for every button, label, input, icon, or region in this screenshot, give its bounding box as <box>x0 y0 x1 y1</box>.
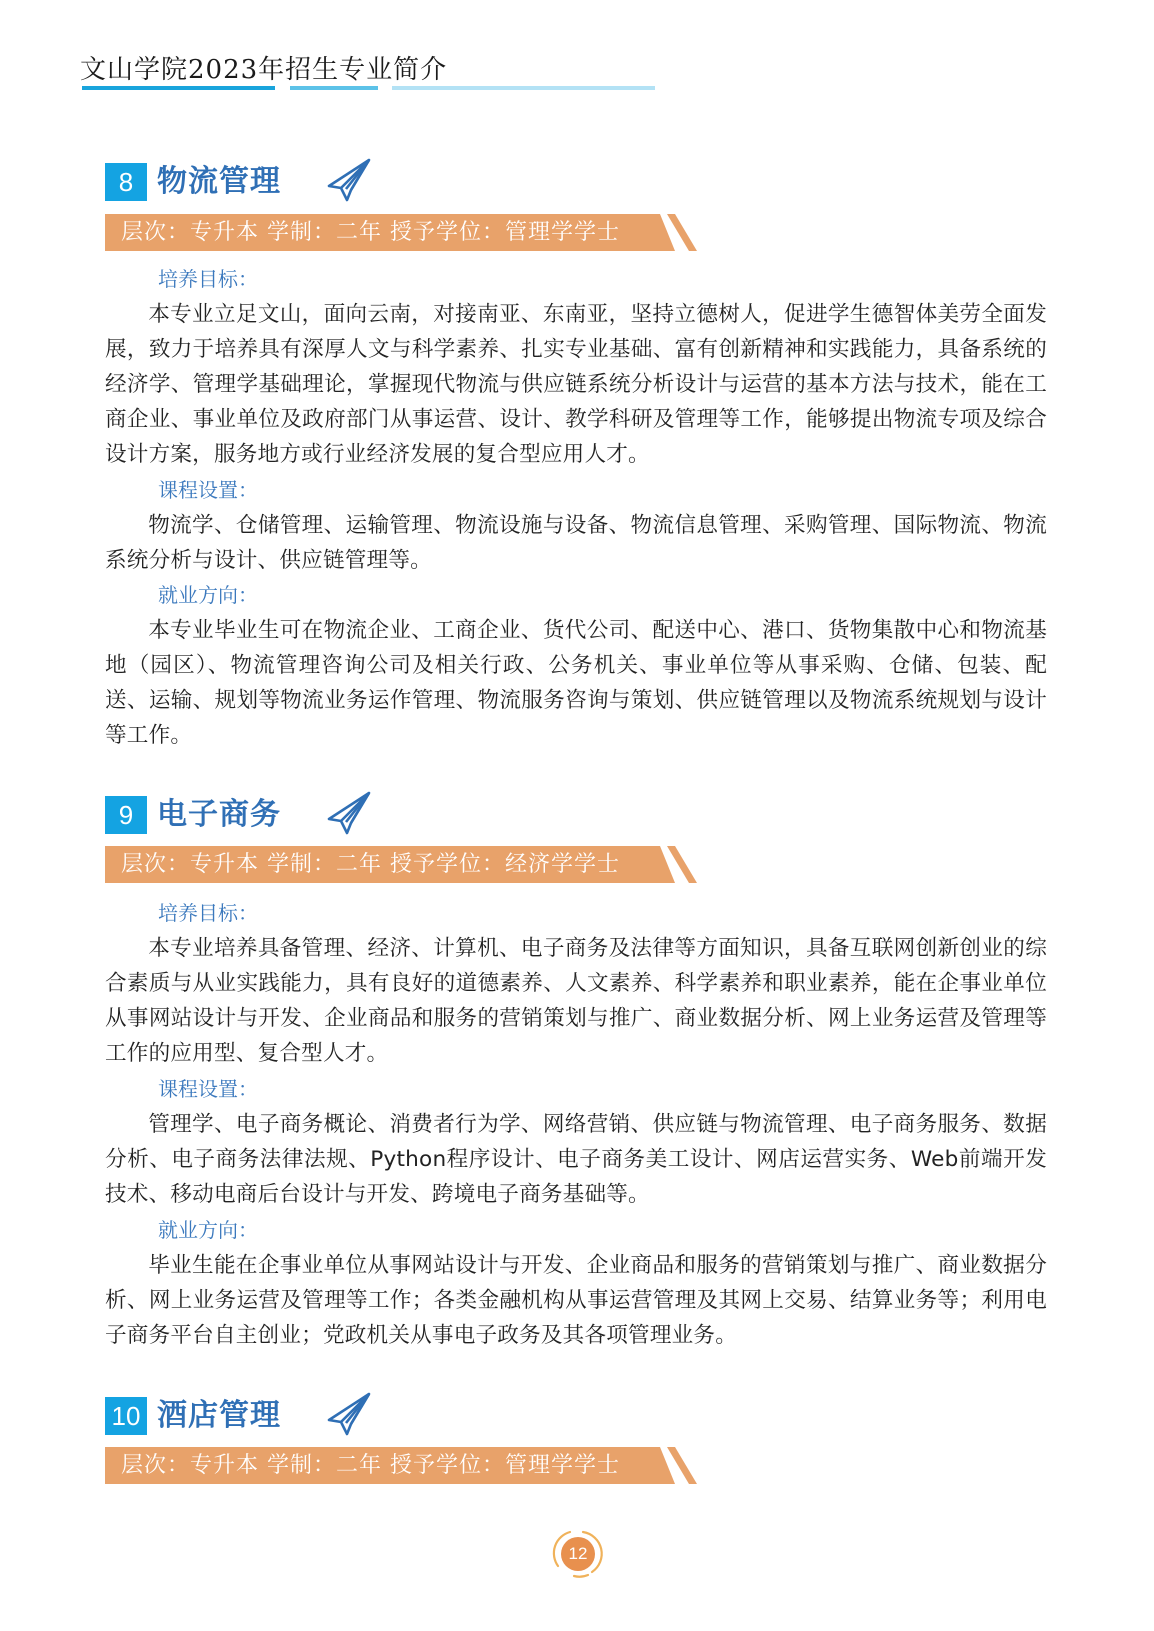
degree-info-text: 层次：专升本 学制：二年 授予学位：经济学学士 <box>121 852 620 877</box>
block-label-training-goal: 培养目标： <box>158 901 258 925</box>
section-heading-ecommerce <box>105 795 281 835</box>
section-number-badge: 8 <box>105 163 147 201</box>
page-number-text: 12 <box>561 1537 595 1571</box>
degree-info-text: 层次：专升本 学制：二年 授予学位：管理学学士 <box>121 1453 620 1478</box>
block-text-training-goal: 本专业立足文山，面向云南，对接南亚、东南亚，坚持立德树人，促进学生德智体美劳全面发展，致力于培养具有深厚人文与科学素养、扎实专业基础、富有创新精神和实践能力，具备系统的经济学、管理学基础理论，掌握现代物流与供应链系统分析设计与运营的基本方法与技术，能在工商企业、事业单位及政府部门从事运营、设计、教学科研及管理等工作，能够提出物流专项及综合设计方案，服务地方或行业经济发展的复合型应用人才。 <box>105 302 1047 467</box>
block-label-employment: 就业方向： <box>158 1218 258 1242</box>
block-label-training-goal: 培养目标： <box>158 267 258 291</box>
section-heading-hotel-management <box>105 1396 281 1436</box>
degree-info-banner <box>105 1447 705 1484</box>
paper-plane-icon <box>325 791 373 835</box>
block-label-curriculum: 课程设置： <box>158 1077 258 1101</box>
block-text-employment: 毕业生能在企事业单位从事网站设计与开发、企业商品和服务的营销策划与推广、商业数据分析、网上业务运营及管理等工作；各类金融机构从事运营管理及其网上交易、结算业务等；利用电子商务平台自主创业；党政机关从事电子政务及其各项管理业务。 <box>105 1253 1047 1348</box>
section-number-badge: 10 <box>105 1397 147 1435</box>
block-label-employment: 就业方向： <box>158 583 258 607</box>
paper-plane-icon <box>325 158 373 202</box>
degree-info-banner <box>105 214 705 251</box>
block-text-curriculum: 管理学、电子商务概论、消费者行为学、网络营销、供应链与物流管理、电子商务服务、数据分析、电子商务法律法规、Python程序设计、电子商务美工设计、网店运营实务、Web前端开发技术、移动电商后台设计与开发、跨境电子商务基础等。 <box>105 1112 1047 1207</box>
block-text-employment: 本专业毕业生可在物流企业、工商企业、货代公司、配送中心、港口、货物集散中心和物流基地（园区）、物流管理咨询公司及相关行政、公务机关、事业单位等从事采购、仓储、包装、配送、运输、规划等物流业务运作管理、物流服务咨询与策划、供应链管理以及物流系统规划与设计等工作。 <box>105 618 1047 748</box>
block-label-curriculum: 课程设置： <box>158 478 258 502</box>
page-header <box>80 52 447 88</box>
page-title: 文山学院2023年招生专业简介 <box>80 55 448 85</box>
section-title: 电子商务 <box>157 797 281 832</box>
header-underline-bar-2 <box>290 86 378 90</box>
section-number-badge: 9 <box>105 796 147 834</box>
paper-plane-icon <box>325 1392 373 1436</box>
header-underline-bar-3 <box>392 86 655 90</box>
page-number <box>552 1528 604 1580</box>
block-text-curriculum: 物流学、仓储管理、运输管理、物流设施与设备、物流信息管理、采购管理、国际物流、物流系统分析与设计、供应链管理等。 <box>105 513 1047 573</box>
degree-info-text: 层次：专升本 学制：二年 授予学位：管理学学士 <box>121 220 620 245</box>
header-underline-bar-1 <box>82 86 275 90</box>
section-heading-logistics <box>105 162 281 202</box>
section-title: 酒店管理 <box>157 1398 281 1433</box>
degree-info-banner <box>105 846 705 883</box>
section-title: 物流管理 <box>157 164 281 199</box>
block-text-training-goal: 本专业培养具备管理、经济、计算机、电子商务及法律等方面知识，具备互联网创新创业的综合素质与从业实践能力，具有良好的道德素养、人文素养、科学素养和职业素养，能在企事业单位从事网站设计与开发、企业商品和服务的营销策划与推广、商业数据分析、网上业务运营及管理等工作的应用型、复合型人才。 <box>105 936 1047 1066</box>
